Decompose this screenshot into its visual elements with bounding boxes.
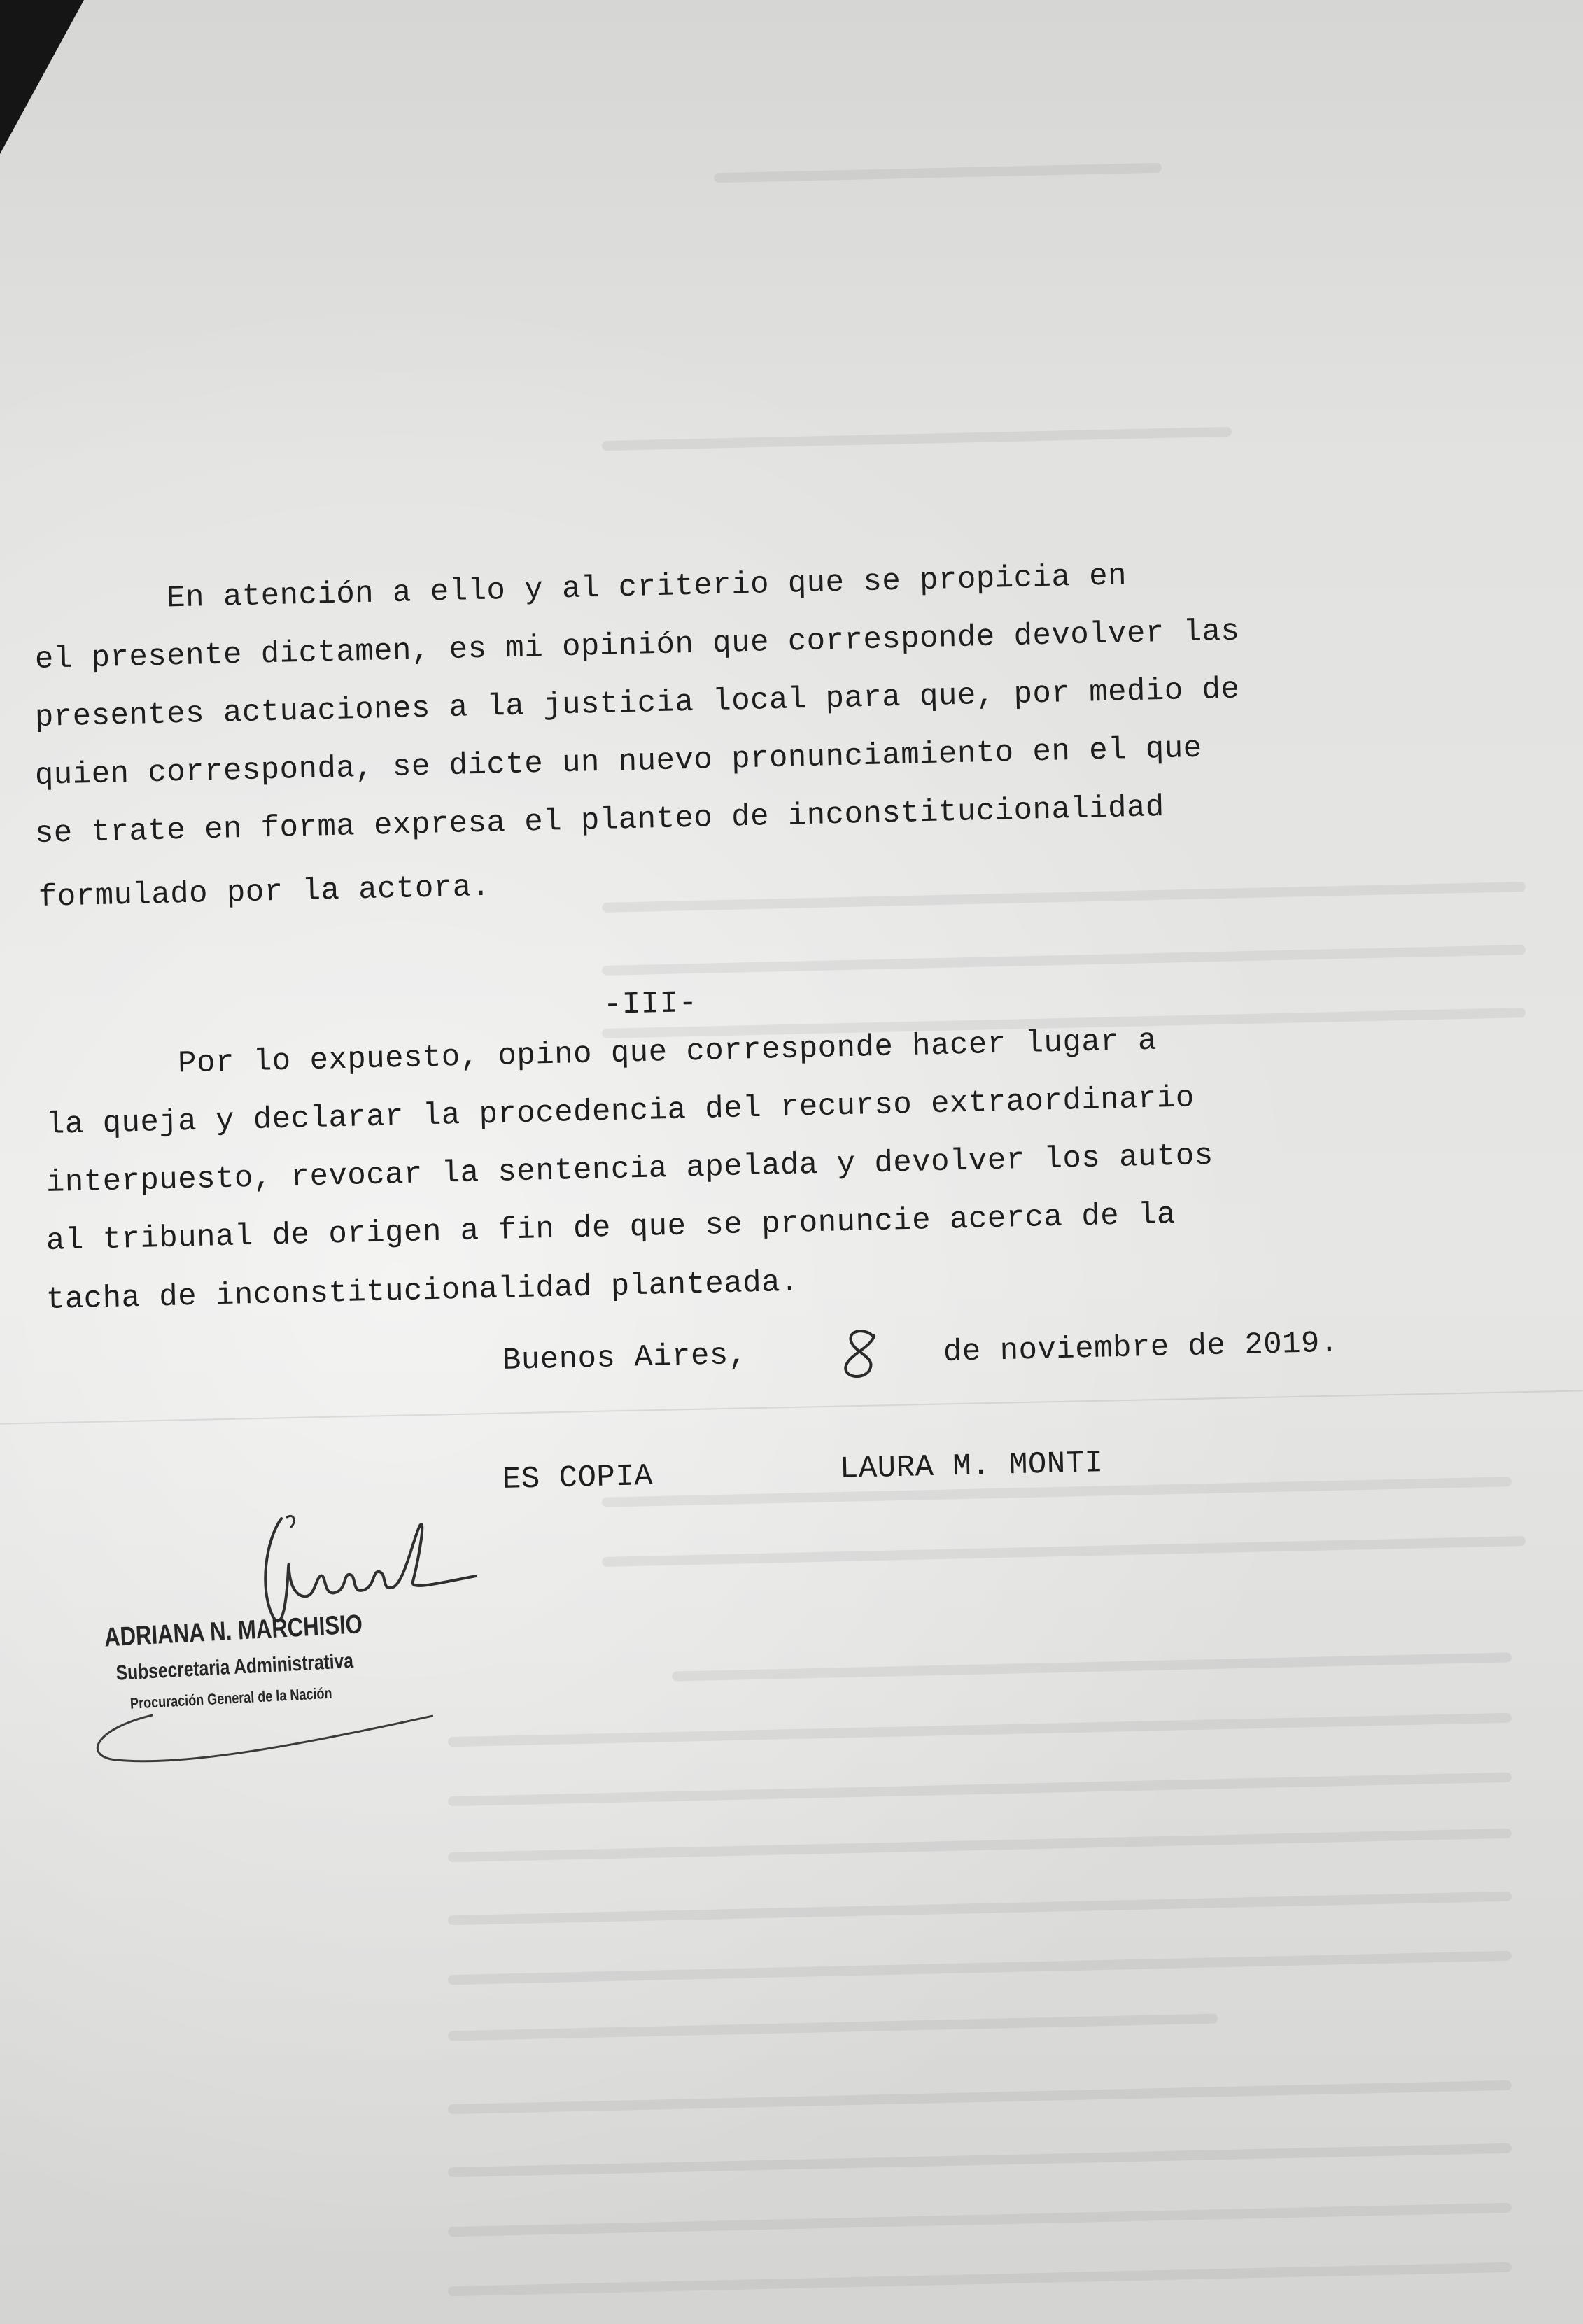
section-heading: -III-: [603, 985, 698, 1023]
bleed-through-text: [448, 1892, 1512, 1925]
stamp-organization: Procuración General de la Nación: [129, 1684, 333, 1712]
bleed-through-text: [448, 2203, 1512, 2237]
paragraph-2-line-2: la queja y declarar la procedencia del recurso extraordinario: [45, 1080, 1195, 1143]
bleed-through-text: [448, 2014, 1218, 2041]
stamp-name: ADRIANA N. MARCHISIO: [103, 1610, 363, 1653]
paragraph-1-line-3: presentes actuaciones a la justicia local para que, por medio de: [34, 672, 1240, 735]
bleed-through-text: [448, 1773, 1512, 1806]
bleed-through-text: [602, 945, 1526, 976]
paragraph-1-line-4: quien corresponda, se dicte un nuevo pronunciamiento en el que: [34, 731, 1203, 794]
paper-fold-line: [0, 1390, 1583, 1424]
stamp-role: Subsecretaria Administrativa: [115, 1649, 354, 1685]
paragraph-2-line-5: tacha de inconstitucionalidad planteada.: [45, 1265, 800, 1318]
paragraph-2-line-4: al tribunal de origen a fin de que se pronuncie acerca de la: [45, 1197, 1176, 1259]
bleed-through-text: [672, 1652, 1512, 1681]
paragraph-2-line-1: Por lo expuesto, opino que corresponde hacer lugar a: [45, 1023, 1158, 1085]
paragraph-1-line-2: el presente dictamen, es mi opinión que corresponde devolver las: [34, 614, 1240, 677]
bleed-through-text: [714, 163, 1162, 183]
bleed-through-text: [448, 1951, 1512, 1985]
bleed-through-text: [602, 1536, 1526, 1567]
bleed-through-text: [448, 1829, 1512, 1862]
handwritten-day: [836, 1326, 885, 1382]
stamp-swoosh: [80, 1672, 448, 1768]
paragraph-2-line-3: interpuesto, revocar la sentencia apelada y devolver los autos: [45, 1138, 1214, 1201]
paragraph-1-line-6: formulado por la actora.: [38, 869, 491, 915]
date-rest: de noviembre de 2019.: [943, 1325, 1339, 1370]
bleed-through-text: [448, 2143, 1512, 2177]
official-stamp: [98, 1605, 456, 1784]
paragraph-1-line-5: se trate en forma expresa el planteo de inconstitucionalidad: [34, 789, 1165, 852]
copy-label: ES COPIA: [502, 1458, 654, 1498]
paragraph-1-line-1: En atención a ello y al criterio que se propicia en: [34, 558, 1127, 619]
bleed-through-text: [602, 882, 1526, 913]
bleed-through-text: [602, 427, 1232, 451]
signatory-name: LAURA M. MONTI: [839, 1446, 1104, 1487]
photo-dark-corner: [0, 0, 84, 154]
bleed-through-text: [448, 2080, 1512, 2114]
bleed-through-text: [448, 2262, 1512, 2296]
date-place: Buenos Aires,: [502, 1337, 748, 1379]
bleed-through-text: [448, 1713, 1512, 1747]
